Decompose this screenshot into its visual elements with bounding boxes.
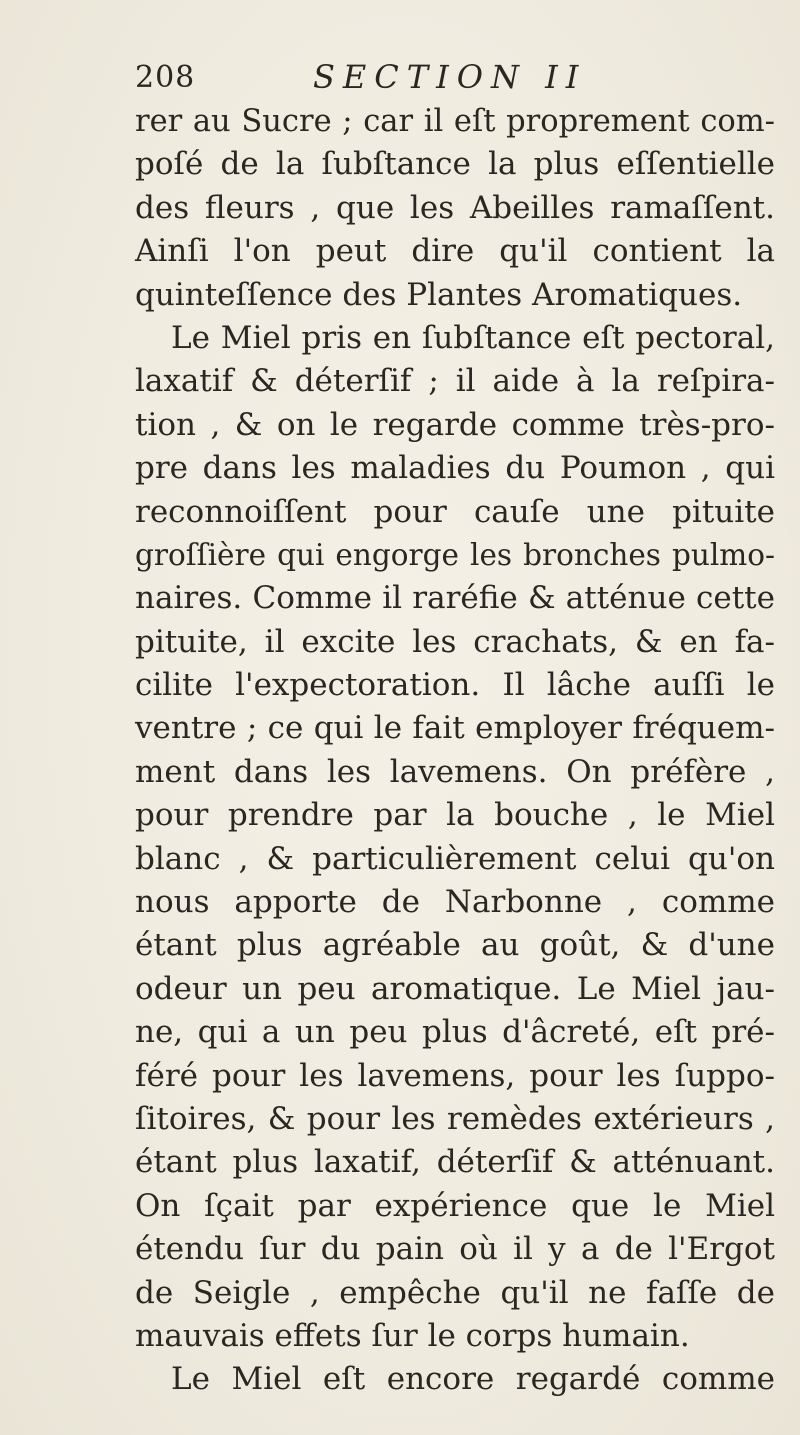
text-line: tion , & on le regarde comme très-pro- xyxy=(135,406,775,443)
text-line: laxatif & déterſif ; il aide à la reſpira- xyxy=(135,363,775,400)
text-line: ne, qui a un peu plus d'âcreté, eſt pré- xyxy=(135,1014,775,1051)
text-line: Ainſi l'on peut dire qu'il contient la xyxy=(135,233,775,270)
text-line: On ſçait par expérience que le Miel xyxy=(135,1187,775,1224)
text-line: rer au Sucre ; car il eſt proprement com- xyxy=(135,104,775,139)
text-line: ventre ; ce qui le fait employer fréquem- xyxy=(135,710,775,747)
body-text xyxy=(135,100,775,1402)
text-line: pituite, il excite les crachats, & en fa- xyxy=(135,623,775,660)
text-line: étant plus agréable au goût, & d'une xyxy=(135,927,775,964)
text-line: ſitoires, & pour les remèdes extérieurs , xyxy=(135,1100,775,1137)
text-line: étendu ſur du pain où il y a de l'Ergot xyxy=(135,1231,775,1268)
text-line: quinteſſence des Plantes Aromatiques. xyxy=(135,276,743,313)
text-line: pour prendre par la bouche , le Miel xyxy=(135,797,775,834)
text-line: de Seigle , empêche qu'il ne faſſe de xyxy=(135,1274,775,1311)
text-line: des fleurs , que les Abeilles ramaſſent. xyxy=(135,189,775,226)
text-line: nous apporte de Narbonne , comme xyxy=(135,884,775,921)
text-line: odeur un peu aromatique. Le Miel jau- xyxy=(135,970,775,1007)
page-number: 208 xyxy=(135,60,196,95)
text-line: pre dans les maladies du Poumon , qui xyxy=(135,450,775,487)
running-head: SECTION II xyxy=(313,58,587,96)
text-line: groſſière qui engorge les bronches pulmo- xyxy=(135,537,775,572)
text-line: blanc , & particulièrement celui qu'on xyxy=(135,840,775,877)
text-line: naires. Comme il raréfie & atténue cette xyxy=(135,580,775,617)
text-line: féré pour les lavemens, pour les ſuppo- xyxy=(135,1057,775,1094)
text-line: poſé de la ſubſtance la plus eſſentielle xyxy=(135,146,775,183)
text-line: Le Miel pris en ſubſtance eſt pectoral, xyxy=(171,319,775,356)
text-line: ment dans les lavemens. On préfère , xyxy=(135,753,775,790)
text-line: reconnoiſſent pour cauſe une pituite xyxy=(135,493,775,530)
text-line: cilite l'expectoration. Il lâche auſſi le xyxy=(135,667,775,704)
text-line: mauvais effets ſur le corps humain. xyxy=(135,1317,690,1354)
text-line: Le Miel eſt encore regardé comme xyxy=(171,1361,775,1398)
text-line: étant plus laxatif, déterſif & atténuant. xyxy=(135,1144,775,1181)
